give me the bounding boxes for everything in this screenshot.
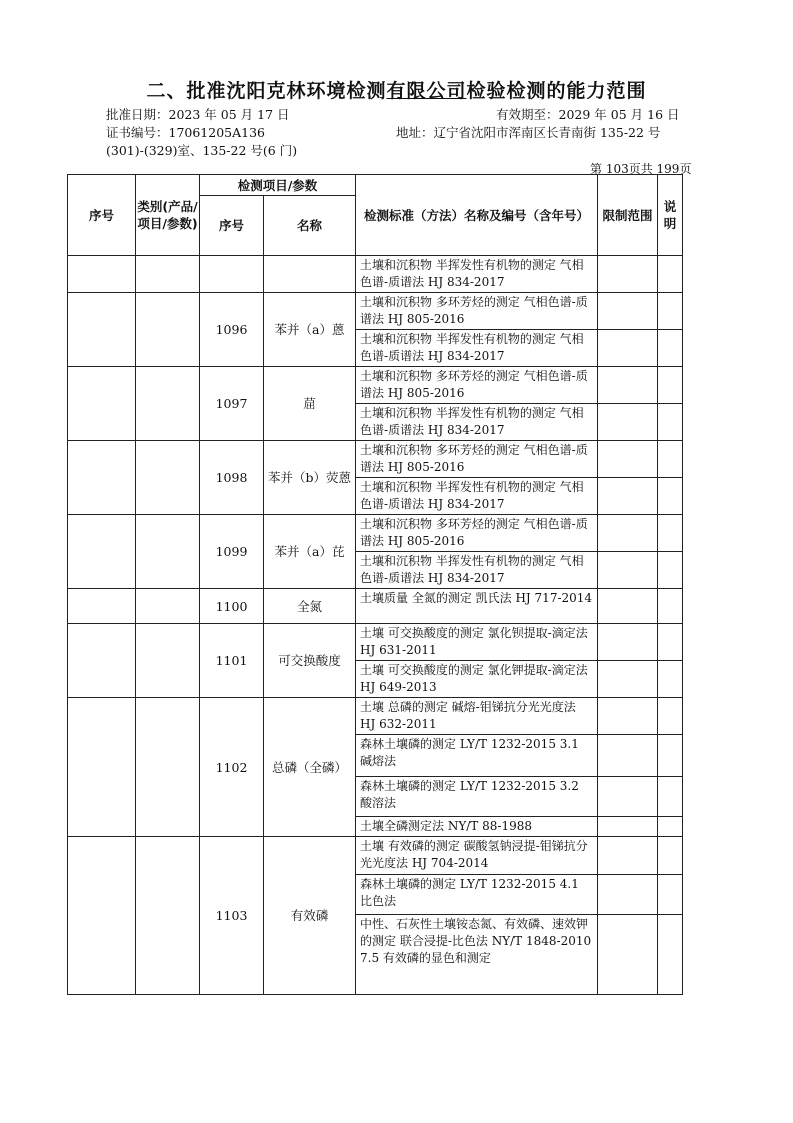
valid-until: 有效期至：2029 年 05 月 16 日 [496,107,680,122]
table-row: 1102 总磷（全磷） 土壤 总磷的测定 碱熔-钼锑抗分光光度法 HJ 632-2011 [68,698,683,735]
table-row: 土壤和沉积物 半挥发性有机物的测定 气相色谱-质谱法 HJ 834-2017 [68,330,683,367]
header-item-name: 名称 [264,196,356,256]
header-standard: 检测标准（方法）名称及编号（含年号） [356,175,598,256]
header-note: 说明 [658,175,683,256]
page-title: 二、批准沈阳克林环境检测有限公司检验检测的能力范围 [146,80,647,102]
table-row: 1103 有效磷 土壤 有效磷的测定 碳酸氢钠浸提-钼锑抗分光光度法 HJ 704-2014 [68,837,683,875]
header-category: 类别(产品/项目/参数) [136,175,200,256]
table-row: 1099 苯并（a）芘 土壤和沉积物 多环芳烃的测定 气相色谱-质谱法 HJ 805-2016 [68,515,683,552]
table-row: 土壤全磷测定法 NY/T 88-1988 [68,817,683,837]
table-row: 森林土壤磷的测定 LY/T 1232-2015 4.1 比色法 [68,875,683,915]
capability-table [67,174,683,995]
header-item-seq: 序号 [200,196,264,256]
address-continued: (301)-(329)室、135-22 号(6 门) [106,143,298,158]
page-info: 第 103页共 199页 [590,162,692,176]
table-row: 中性、石灰性土壤铵态氮、有效磷、速效钾的测定 联合浸提-比色法 NY/T 1848-2010 7.5 有效磷的显色和测定 [68,915,683,995]
header-limit: 限制范围 [598,175,658,256]
table-row: 1097 䓛 土壤和沉积物 多环芳烃的测定 气相色谱-质谱法 HJ 805-2016 [68,367,683,404]
header-seq: 序号 [68,175,136,256]
table-row: 1096 苯并（a）蒽 土壤和沉积物 多环芳烃的测定 气相色谱-质谱法 HJ 805-2016 [68,293,683,330]
table-row: 1098 苯并（b）荧蒽 土壤和沉积物 多环芳烃的测定 气相色谱-质谱法 HJ 805-2016 [68,441,683,478]
cert-number: 证书编号：17061205A136 [106,125,266,140]
table-row: 森林土壤磷的测定 LY/T 1232-2015 3.2 酸溶法 [68,777,683,817]
table-row: 1100 全氮 土壤质量 全氮的测定 凯氏法 HJ 717-2014 [68,589,683,624]
table-row: 1101 可交换酸度 土壤 可交换酸度的测定 氯化钡提取-滴定法 HJ 631-2011 [68,624,683,661]
table-row: 土壤和沉积物 半挥发性有机物的测定 气相色谱-质谱法 HJ 834-2017 [68,478,683,515]
table-row: 土壤和沉积物 半挥发性有机物的测定 气相色谱-质谱法 HJ 834-2017 [68,552,683,589]
header-items: 检测项目/参数 [200,175,356,196]
table-row: 土壤和沉积物 半挥发性有机物的测定 气相色谱-质谱法 HJ 834-2017 [68,256,683,293]
table-row: 土壤和沉积物 半挥发性有机物的测定 气相色谱-质谱法 HJ 834-2017 [68,404,683,441]
address: 地址：辽宁省沈阳市浑南区长青南街 135-22 号 [396,125,661,140]
approval-date: 批准日期：2023 年 05 月 17 日 [106,107,290,122]
table-row: 森林土壤磷的测定 LY/T 1232-2015 3.1 碱熔法 [68,735,683,777]
table-row: 土壤 可交换酸度的测定 氯化钾提取-滴定法 HJ 649-2013 [68,661,683,698]
